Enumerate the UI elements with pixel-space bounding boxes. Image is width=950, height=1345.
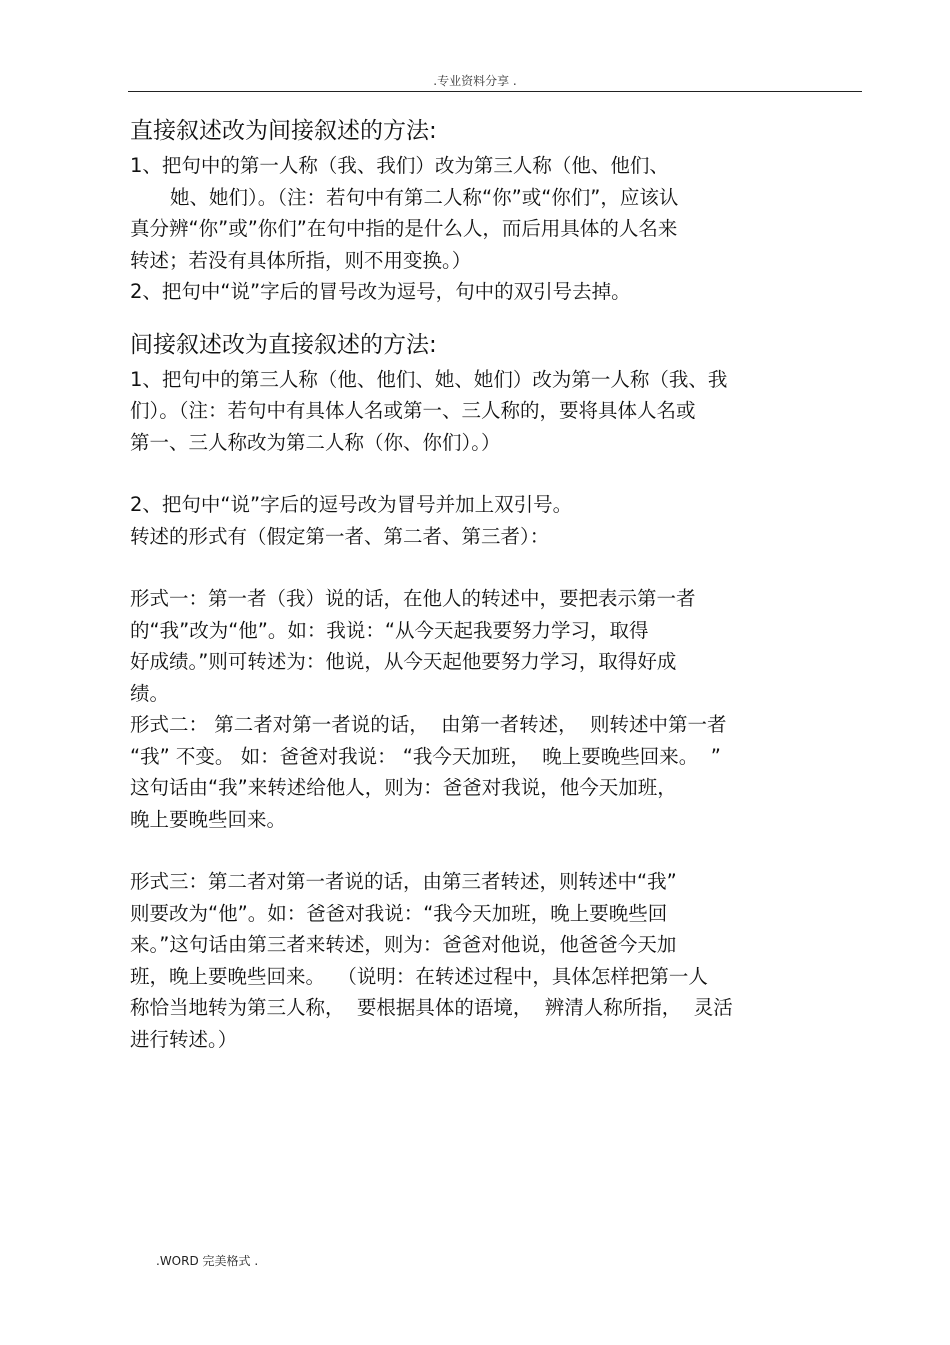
spacer [130,458,860,489]
spacer [130,552,860,583]
document-body [130,112,860,1055]
form-three-line: 进行转述。） [130,1027,238,1051]
form-one-line: 的“我”改为“他”。如：我说：“从今天起我要努力学习，取得 [130,618,649,642]
spacer [130,835,860,866]
form-three-line: 则要改为“他”。如：爸爸对我说：“我今天加班，晚上要晚些回 [130,901,668,925]
paragraph-line: 2、把句中“说”字后的冒号改为逗号，句中的双引号去掉。 [130,280,631,303]
page-footer: .WORD 完美格式 . [156,1254,259,1268]
paragraph-line: 们）。（注：若句中有具体人名或第一、三人称的，要将具体人名或 [130,399,696,422]
section-heading-direct-to-indirect: 直接叙述改为间接叙述的方法: [130,118,437,144]
form-one-line: 形式一：第一者（我）说的话，在他人的转述中，要把表示第一者 [130,587,696,610]
page-header: .专业资料分享 . [433,74,517,88]
header-divider [128,91,862,92]
form-two-line: “我” 不变。 如：爸爸对我说： “我今天加班， 晚上要晚些回来。 ” [130,744,721,768]
form-three-line: 称恰当地转为第三人称， 要根据具体的语境， 辨清人称所指， 灵活 [130,996,733,1019]
paragraph-line: 2、把句中“说”字后的逗号改为冒号并加上双引号。 [130,493,573,516]
form-two-line: 这句话由“我”来转述给他人，则为：爸爸对我说，他今天加班， [130,776,677,799]
form-one-line: 绩。 [130,681,170,705]
form-two-line: 形式二： 第二者对第一者说的话， 由第一者转述， 则转述中第一者 [130,713,727,736]
paragraph-line: 真分辨“你”或”你们”在句中指的是什么人，而后用具体的人名来 [130,217,678,240]
form-three-line: 班，晚上要晚些回来。 （说明：在转述过程中，具体怎样把第一人 [130,964,708,988]
paragraph-line: 她、她们）。（注：若句中有第二人称“你”或“你们”，应该认 [170,185,679,209]
form-three-line: 来。”这句话由第三者来转述，则为：爸爸对他说，他爸爸今天加 [130,933,677,956]
paragraph-line: 转述；若没有具体所指，则不用变换。） [130,248,472,272]
section-heading-indirect-to-direct: 间接叙述改为直接叙述的方法: [130,331,437,358]
paragraph-line: 1、把句中的第一人称（我、我们）改为第三人称（他、他们、 [130,154,669,177]
paragraph-line: 第一、三人称改为第二人称（你、你们）。） [130,430,501,454]
paragraph-line: 转述的形式有（假定第一者、第二者、第三者）： [130,524,550,548]
form-three-line: 形式三：第二者对第一者说的话，由第三者转述，则转述中“我” [130,870,677,893]
form-two-line: 晚上要晚些回来。 [130,807,287,831]
paragraph-line: 1、把句中的第三人称（他、他们、她、她们）改为第一人称（我、我 [130,367,728,391]
spacer [130,308,860,326]
form-one-line: 好成绩。”则可转述为：他说，从今天起他要努力学习，取得好成 [130,650,677,673]
